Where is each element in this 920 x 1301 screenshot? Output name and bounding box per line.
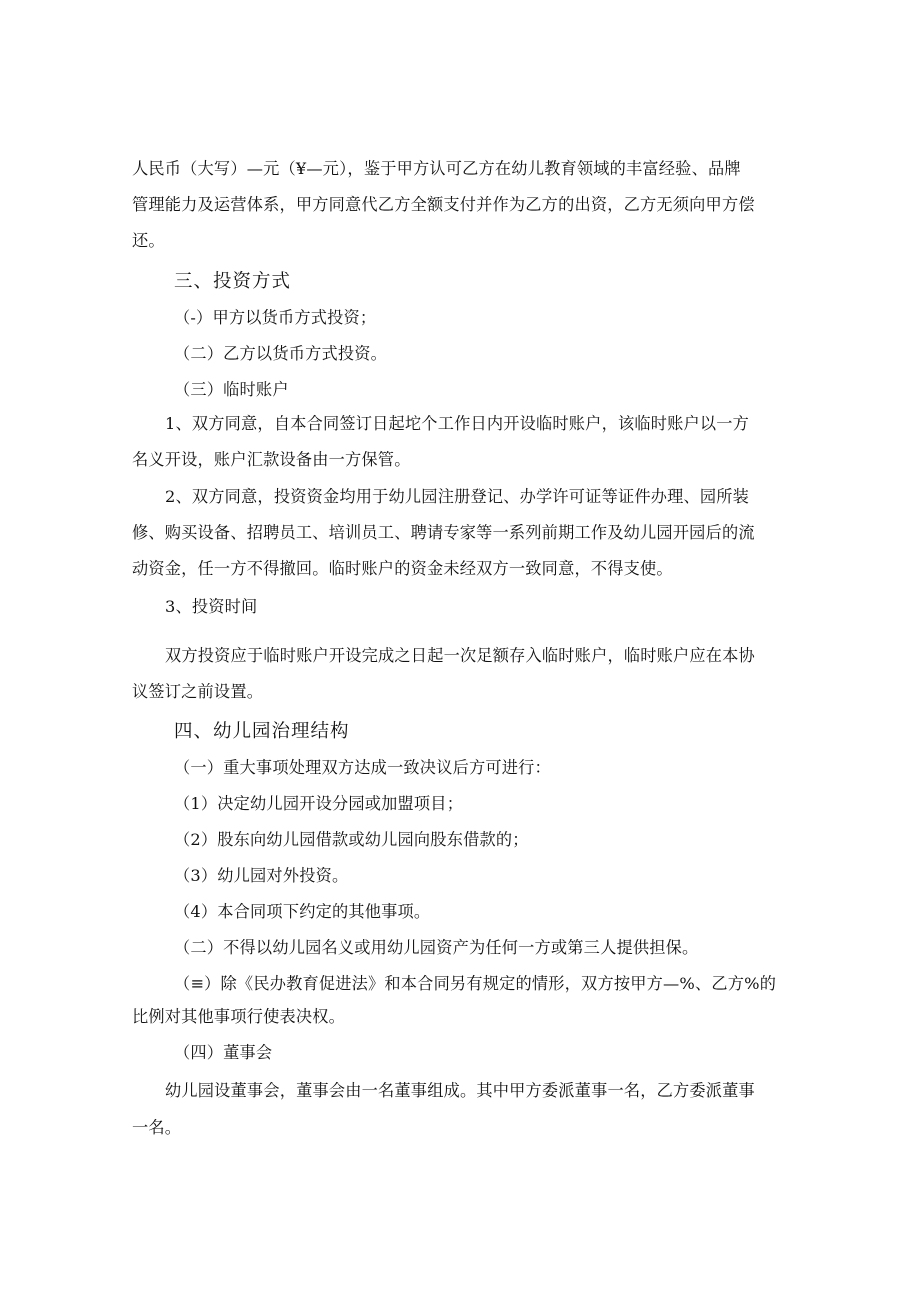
paragraph-line: 还。 <box>132 231 165 250</box>
paragraph-line: 修、购买设备、招聘员工、培训员工、聘请专家等一系列前期工作及幼儿园开园后的流 <box>132 523 755 542</box>
paragraph-line: （≡）除《民办教育促进法》和本合同另有规定的情形，双方按甲方—%、乙方%的 <box>174 974 777 993</box>
paragraph-line: 幼儿园设董事会，董事会由一名董事组成。其中甲方委派董事一名，乙方委派董事 <box>165 1081 755 1100</box>
paragraph-line: （二）乙方以货币方式投资。 <box>174 344 388 363</box>
paragraph-line: （3）幼儿园对外投资。 <box>174 866 349 885</box>
paragraph-line: 双方投资应于临时账户开设完成之日起一次足额存入临时账户，临时账户应在本协 <box>165 646 755 665</box>
paragraph-line: 2、双方同意，投资资金均用于幼儿园注册登记、办学许可证等证件办理、园所装 <box>165 487 750 506</box>
paragraph-line: 一名。 <box>132 1118 182 1137</box>
paragraph-line: （1）决定幼儿园开设分园或加盟项目； <box>174 794 464 813</box>
paragraph-line: 动资金，任一方不得撤回。临时账户的资金未经双方一致同意，不得支使。 <box>132 559 673 578</box>
paragraph-line: （三）临时账户 <box>174 380 289 399</box>
paragraph-line: （4）本合同项下约定的其他事项。 <box>174 902 431 921</box>
paragraph-line: （四）董事会 <box>174 1043 273 1062</box>
paragraph-line: （2）股东向幼儿园借款或幼儿园向股东借款的； <box>174 830 529 849</box>
paragraph-line: （一）重大事项处理双方达成一致决议后方可进行： <box>174 758 551 777</box>
section-heading: 三、投资方式 <box>174 271 292 292</box>
paragraph-line: 管理能力及运营体系，甲方同意代乙方全额支付并作为乙方的出资，乙方无须向甲方偿 <box>132 195 755 214</box>
paragraph-line: 名义开设，账户汇款设备由一方保管。 <box>132 450 411 469</box>
paragraph-line: （-）甲方以货币方式投资； <box>174 308 377 327</box>
paragraph-line: 人民币（大写）—元（¥—元），鉴于甲方认可乙方在幼儿教育领域的丰富经验、品牌 <box>132 159 741 178</box>
paragraph-line: 1、双方同意，自本合同签订日起坨个工作日内开设临时账户，该临时账户以一方 <box>165 414 750 433</box>
paragraph-line: 议签订之前设置。 <box>132 682 264 701</box>
section-heading: 四、幼儿园治理结构 <box>174 721 350 742</box>
paragraph-line: （二）不得以幼儿园名义或用幼儿园资产为任何一方或第三人提供担保。 <box>174 938 699 957</box>
paragraph-line: 3、投资时间 <box>165 597 258 616</box>
paragraph-line: 比例对其他事项行使表决权。 <box>132 1007 346 1026</box>
